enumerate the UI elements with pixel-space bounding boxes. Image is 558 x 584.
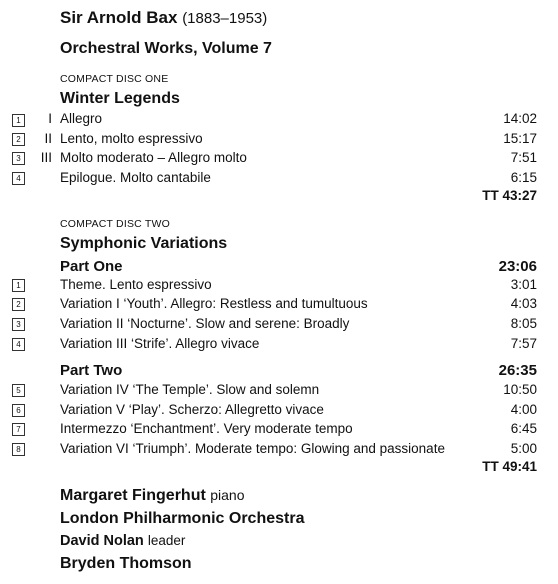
disc-two-work-title: Symphonic Variations — [60, 235, 228, 252]
track-title: Allegro — [60, 111, 103, 126]
track-number: 3 — [12, 318, 25, 331]
orchestra-credit: London Philharmonic Orchestra — [60, 510, 305, 527]
movement-numeral: II — [44, 131, 52, 146]
track-title: Variation VI ‘Triumph’. Moderate tempo: Glowing and passionate — [60, 441, 445, 456]
track-title: Epilogue. Molto cantabile — [60, 170, 211, 185]
track-number: 1 — [12, 114, 25, 127]
disc-one-label: COMPACT DISC ONE — [60, 73, 169, 85]
track-duration: 15:17 — [503, 131, 537, 146]
track-title: Molto moderato – Allegro molto — [60, 150, 247, 165]
leader-name: David Nolan — [60, 533, 144, 549]
track-title: Intermezzo ‘Enchantment’. Very moderate tempo — [60, 421, 353, 436]
track-duration: 7:51 — [510, 150, 537, 165]
track-duration: 14:02 — [503, 111, 537, 126]
disc-one-total-time: TT 43:27 — [482, 188, 537, 203]
movement-numeral: III — [40, 150, 52, 165]
soloist-role: piano — [210, 487, 245, 503]
track-duration: 4:00 — [510, 402, 537, 417]
conductor-credit: Bryden Thomson — [60, 555, 192, 572]
track-title: Variation IV ‘The Temple’. Slow and solemn — [60, 382, 320, 397]
movement-numeral: I — [48, 111, 52, 126]
track-number: 3 — [12, 152, 25, 165]
leader-credit — [60, 533, 185, 549]
track-number: 6 — [12, 404, 25, 417]
track-number: 8 — [12, 443, 25, 456]
track-title: Variation V ‘Play’. Scherzo: Allegretto vivace — [60, 402, 324, 417]
track-number: 4 — [12, 172, 25, 185]
track-number: 4 — [12, 338, 25, 351]
track-title: Lento, molto espressivo — [60, 131, 203, 146]
track-number: 2 — [12, 298, 25, 311]
soloist-name: Margaret Fingerhut — [60, 487, 206, 504]
track-duration: 5:00 — [510, 441, 537, 456]
track-duration: 6:45 — [510, 421, 537, 436]
part-one-title: Part One — [60, 258, 123, 275]
part-two-duration: 26:35 — [498, 362, 537, 379]
track-number: 7 — [12, 423, 25, 436]
album-subtitle: Orchestral Works, Volume 7 — [60, 40, 272, 57]
leader-role: leader — [147, 533, 186, 548]
composer-heading — [60, 8, 267, 28]
track-title: Theme. Lento espressivo — [60, 277, 212, 292]
disc-one-work-title: Winter Legends — [60, 90, 180, 107]
track-title: Variation II ‘Nocturne’. Slow and serene: Broadly — [60, 316, 350, 331]
part-one-duration: 23:06 — [498, 258, 537, 275]
composer-name: Sir Arnold Bax — [60, 8, 178, 27]
track-duration: 7:57 — [510, 336, 537, 351]
track-duration: 8:05 — [510, 316, 537, 331]
composer-dates: (1883–1953) — [182, 10, 268, 27]
track-duration: 4:03 — [510, 296, 537, 311]
track-title: Variation III ‘Strife’. Allegro vivace — [60, 336, 260, 351]
track-number: 1 — [12, 279, 25, 292]
track-duration: 6:15 — [510, 170, 537, 185]
track-duration: 3:01 — [510, 277, 537, 292]
disc-two-total-time: TT 49:41 — [482, 459, 537, 474]
soloist-credit — [60, 487, 245, 505]
track-number: 5 — [12, 384, 25, 397]
track-title: Variation I ‘Youth’. Allegro: Restless and tumultuous — [60, 296, 368, 311]
disc-two-label: COMPACT DISC TWO — [60, 218, 170, 230]
part-two-title: Part Two — [60, 362, 123, 379]
track-number: 2 — [12, 133, 25, 146]
track-duration: 10:50 — [503, 382, 537, 397]
